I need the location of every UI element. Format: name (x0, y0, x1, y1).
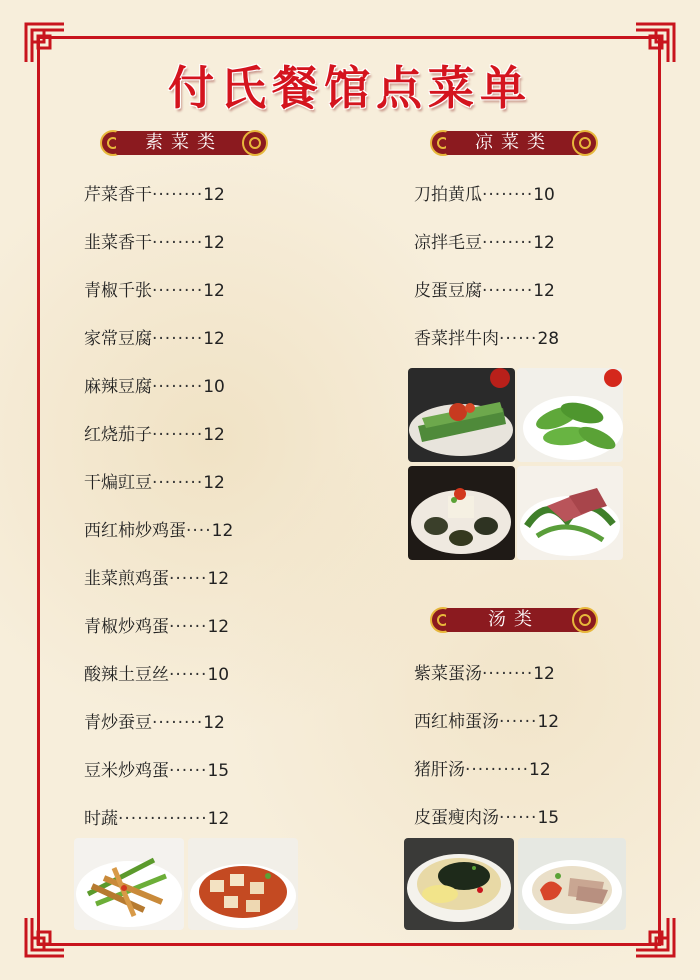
leader-dots: ········ (152, 185, 204, 205)
dish-name: 紫菜蛋汤 (414, 664, 482, 684)
leader-dots: ········ (152, 473, 204, 493)
dish-name: 时蔬 (84, 809, 118, 829)
dish-name: 青椒炒鸡蛋 (84, 617, 169, 637)
category-name: 素菜类 (116, 131, 252, 155)
menu-item (84, 327, 225, 351)
dish-price: 12 (203, 425, 225, 445)
category-banner-cold (428, 128, 600, 158)
dish-name: 韭菜香干 (84, 233, 152, 253)
dish-price: 12 (211, 521, 234, 541)
dish-name: 青炒蚕豆 (84, 713, 152, 733)
dish-price: 10 (207, 665, 230, 685)
dish-price: 12 (537, 712, 560, 732)
menu-item (84, 711, 225, 735)
menu-item (414, 758, 551, 782)
dish-price: 12 (203, 185, 225, 205)
dish-name: 家常豆腐 (84, 329, 152, 349)
leader-dots: ······ (499, 712, 538, 732)
menu-item (84, 807, 229, 831)
menu-item (84, 615, 229, 639)
leader-dots: ······ (169, 569, 208, 589)
dish-price: 12 (529, 760, 551, 780)
category-banner-vegetarian (98, 128, 270, 158)
dish-name: 皮蛋豆腐 (414, 281, 482, 301)
leader-dots: ······ (169, 761, 208, 781)
dish-price: 12 (207, 809, 230, 829)
leader-dots: ········ (482, 281, 534, 301)
menu-item (84, 423, 225, 447)
menu-item (84, 519, 233, 543)
menu-item (414, 806, 559, 830)
menu-item (84, 183, 225, 207)
menu-item (414, 710, 559, 734)
leader-dots: ········ (152, 377, 204, 397)
dish-price: 15 (207, 761, 230, 781)
dish-name: 酸辣土豆丝 (84, 665, 169, 685)
food-photo-century-egg-tofu (408, 466, 515, 560)
dish-name: 凉拌毛豆 (414, 233, 482, 253)
knot-ornament-icon (570, 128, 600, 158)
leader-dots: ·············· (118, 809, 208, 829)
leader-dots: ······ (169, 617, 208, 637)
category-name: 汤类 (446, 608, 582, 632)
menu-item (84, 231, 225, 255)
dish-price: 12 (533, 664, 555, 684)
dish-name: 芹菜香干 (84, 185, 152, 205)
dish-name: 青椒千张 (84, 281, 152, 301)
menu-item (414, 183, 555, 207)
menu-item (84, 375, 225, 399)
dish-price: 12 (203, 329, 225, 349)
food-photo-cucumber (408, 368, 515, 462)
dish-price: 12 (203, 473, 225, 493)
category-banner-soup (428, 605, 600, 635)
leader-dots: ········ (482, 185, 534, 205)
dish-price: 15 (537, 808, 560, 828)
menu-item (414, 279, 555, 303)
menu-item (84, 663, 229, 687)
dish-name: 西红柿炒鸡蛋 (84, 521, 186, 541)
menu-title: 付氏餐馆点菜单 (168, 61, 532, 115)
menu-item (84, 279, 225, 303)
dish-name: 刀拍黄瓜 (414, 185, 482, 205)
dish-price: 12 (207, 569, 230, 589)
knot-ornament-icon (570, 605, 600, 635)
dish-name: 麻辣豆腐 (84, 377, 152, 397)
leader-dots: ········ (152, 281, 204, 301)
leader-dots: ···· (186, 521, 212, 541)
menu-item (84, 471, 225, 495)
food-photo-celery-tofu (74, 838, 184, 930)
leader-dots: ········ (152, 329, 204, 349)
menu-item (414, 327, 559, 351)
food-photo-mapo-tofu (188, 838, 298, 930)
leader-dots: ······ (169, 665, 208, 685)
food-photo-edamame (517, 368, 623, 462)
leader-dots: ········ (152, 425, 204, 445)
dish-name: 西红柿蛋汤 (414, 712, 499, 732)
food-photo-pork-soup (518, 838, 626, 930)
leader-dots: ········ (152, 233, 204, 253)
dish-price: 12 (203, 713, 225, 733)
menu-item (84, 567, 229, 591)
dish-name: 韭菜煎鸡蛋 (84, 569, 169, 589)
dish-name: 皮蛋瘦肉汤 (414, 808, 499, 828)
leader-dots: ········ (482, 233, 534, 253)
dish-price: 10 (203, 377, 225, 397)
leader-dots: ········ (152, 713, 204, 733)
knot-ornament-icon (240, 128, 270, 158)
leader-dots: ········ (482, 664, 534, 684)
menu-item (84, 759, 229, 783)
dish-price: 12 (203, 281, 225, 301)
dish-price: 12 (533, 233, 555, 253)
dish-price: 12 (207, 617, 230, 637)
leader-dots: ······ (499, 329, 538, 349)
dish-name: 猪肝汤 (414, 760, 465, 780)
food-photo-seaweed-soup (404, 838, 514, 930)
dish-name: 红烧茄子 (84, 425, 152, 445)
dish-name: 干煸豇豆 (84, 473, 152, 493)
dish-price: 10 (533, 185, 555, 205)
dish-price: 12 (533, 281, 555, 301)
dish-price: 28 (537, 329, 560, 349)
menu-item (414, 662, 555, 686)
leader-dots: ······ (499, 808, 538, 828)
leader-dots: ·········· (465, 760, 530, 780)
food-photo-beef-cilantro (517, 466, 623, 560)
menu-item (414, 231, 555, 255)
dish-name: 豆米炒鸡蛋 (84, 761, 169, 781)
dish-price: 12 (203, 233, 225, 253)
dish-name: 香菜拌牛肉 (414, 329, 499, 349)
category-name: 凉菜类 (446, 131, 582, 155)
